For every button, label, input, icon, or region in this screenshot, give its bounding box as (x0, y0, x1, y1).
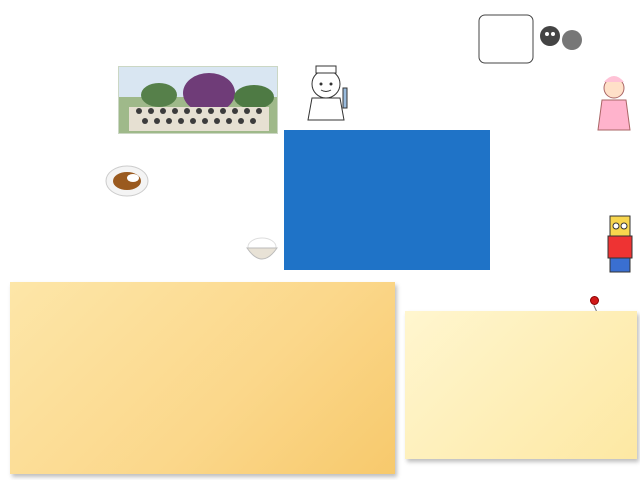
badge-text (484, 20, 528, 60)
animal-doodles (536, 18, 586, 62)
curry-plate-image (105, 164, 149, 198)
comments-note (10, 282, 395, 474)
ranking-chart (284, 140, 490, 270)
pushpin-right (590, 296, 599, 305)
pink-nurse-illustration (592, 72, 636, 132)
nurse-illustration (296, 58, 356, 122)
rice-bowl-image (244, 236, 280, 268)
results-note (405, 311, 637, 459)
cartoon-character (602, 212, 638, 276)
group-photo (118, 66, 278, 134)
